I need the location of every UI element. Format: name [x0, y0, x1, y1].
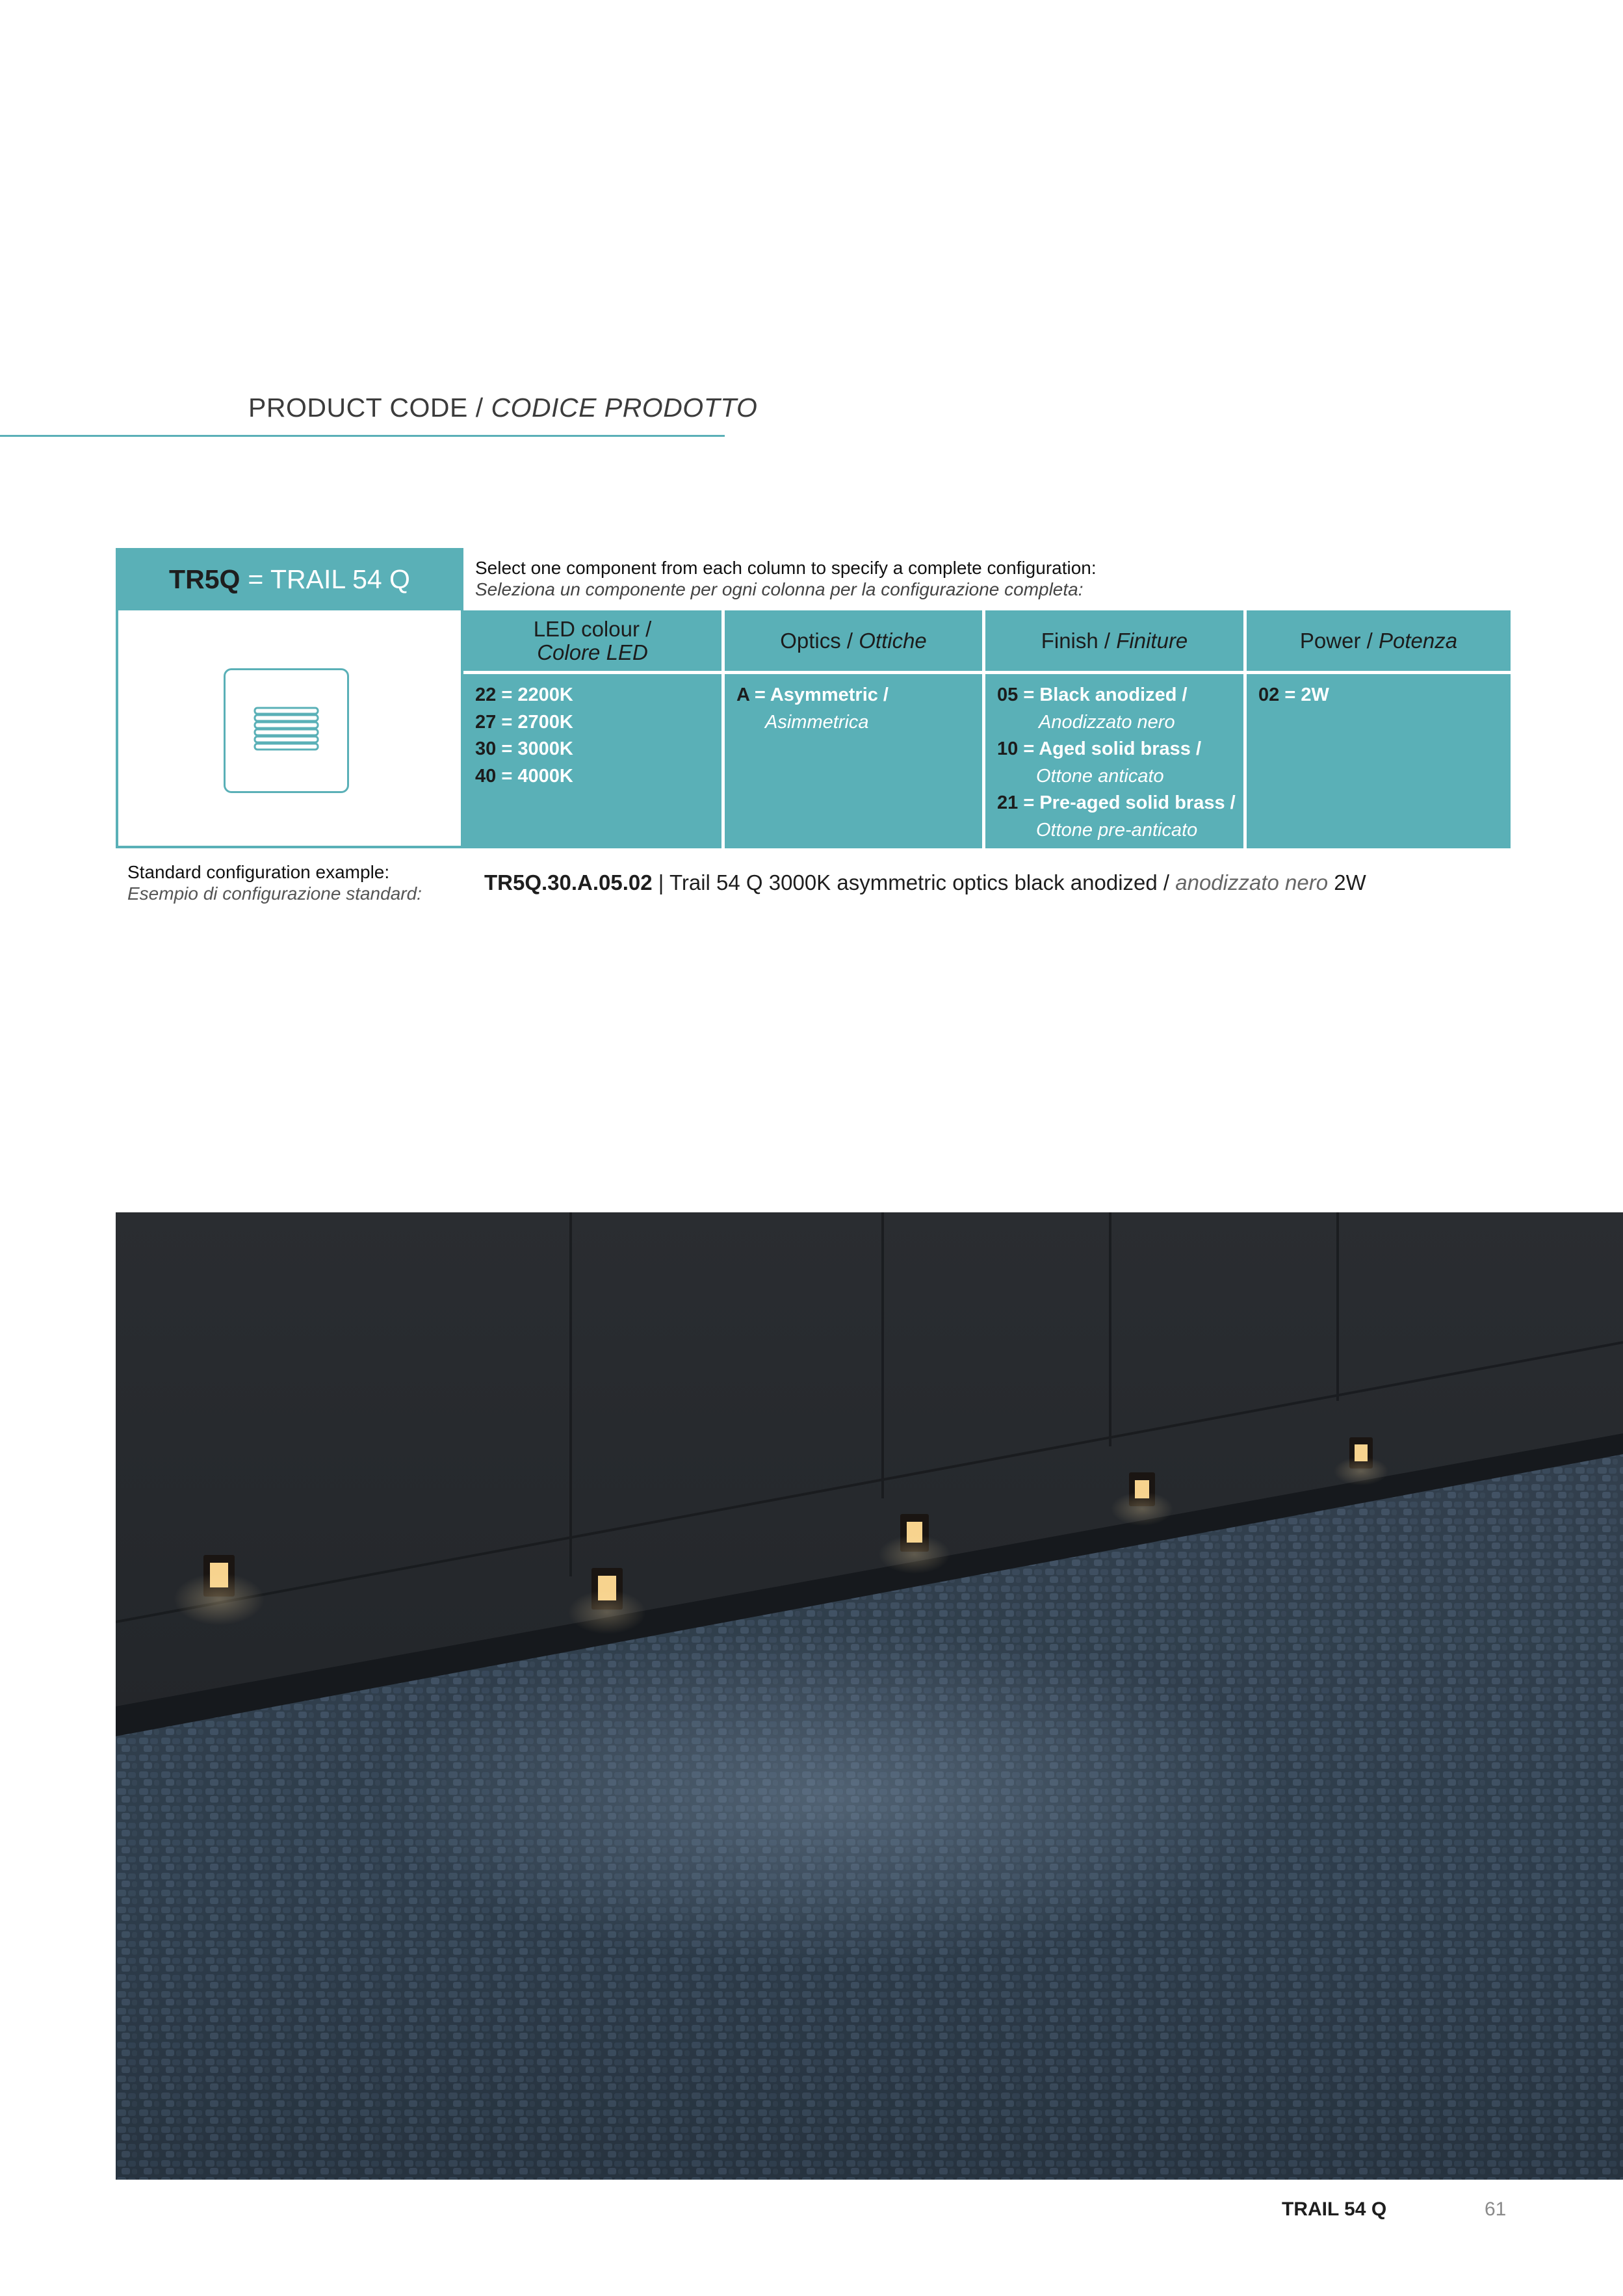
- option-item: 22 = 2200K: [475, 685, 573, 705]
- column-power: [1247, 610, 1511, 848]
- option-subtext: Ottone anticato: [1036, 765, 1164, 787]
- product-name: = TRAIL 54 Q: [248, 564, 410, 594]
- column-header: Power / Potenza: [1247, 610, 1511, 674]
- heading-rule: [0, 435, 725, 437]
- column-finish: [985, 610, 1243, 848]
- column-header: Finish / Finiture: [985, 610, 1243, 674]
- standard-config-label: Standard configuration example: Esempio di configurazione standard:: [127, 862, 422, 904]
- option-item: A = Asymmetric /: [736, 685, 889, 705]
- option-item: 30 = 3000K: [475, 738, 573, 759]
- option-item: 05 = Black anodized /: [997, 685, 1188, 705]
- option-subtext: Anodizzato nero: [1039, 711, 1175, 733]
- column-header: Optics / Ottiche: [725, 610, 982, 674]
- column-header: LED colour / Colore LED: [463, 610, 721, 674]
- option-item: 10 = Aged solid brass /: [997, 738, 1202, 759]
- option-list: [736, 682, 978, 736]
- option-item: 27 = 2700K: [475, 711, 573, 733]
- product-code: TR5Q: [169, 564, 240, 594]
- footer-product-title: TRAIL 54 Q: [1282, 2198, 1387, 2220]
- option-list: [997, 682, 1240, 844]
- product-code-table: [116, 548, 1511, 848]
- product-icon: [224, 668, 349, 793]
- section-heading: PRODUCT CODE / CODICE PRODOTTO: [248, 393, 758, 423]
- option-list: [1258, 682, 1507, 709]
- column-led-colour: [463, 610, 721, 848]
- standard-config-example: TR5Q.30.A.05.02 | Trail 54 Q 3000K asymmetric optics black anodized / anodizzato nero 2W: [484, 870, 1366, 894]
- option-subtext: Ottone pre-anticato: [1036, 819, 1198, 841]
- grille-icon: [226, 670, 347, 791]
- page-number: 61: [1485, 2198, 1507, 2220]
- option-item: 02 = 2W: [1258, 685, 1329, 705]
- night-path-photo: [116, 1212, 1623, 2180]
- column-optics: [725, 610, 982, 848]
- option-item: 21 = Pre-aged solid brass /: [997, 792, 1236, 813]
- option-item: 40 = 4000K: [475, 765, 573, 787]
- option-list: [475, 682, 718, 790]
- product-photo: [116, 1212, 1623, 2180]
- code-header: [116, 548, 463, 610]
- instructions: Select one component from each column to specify a complete configuration: Seleziona un componente per ogni colonna per la configurazione completa:: [475, 558, 1097, 599]
- option-subtext: Asimmetrica: [765, 711, 869, 733]
- options-table: [463, 610, 1511, 848]
